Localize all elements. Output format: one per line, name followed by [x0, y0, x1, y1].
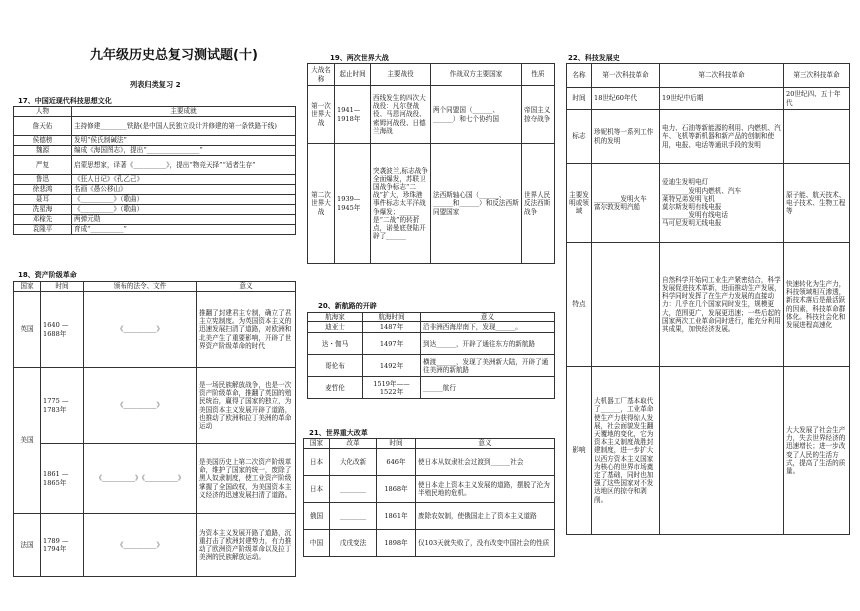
row-label: 标志: [567, 110, 592, 164]
second-revolution-cell: 爱迪生发明电灯 ________发明内燃机、汽车 莱特兄弟发明飞机 莫尔斯发明有线电报 ________发明有线电话 马可尼发明无线电报: [660, 164, 784, 243]
achievement-cell: 主持修建________铁路(是中国人民独立设计并修建的第一条铁路干线): [72, 117, 296, 136]
meaning-cell: ______航行: [421, 377, 555, 399]
person-cell: 魏源: [14, 146, 72, 156]
achievement-cell: 《__________》（歌曲）: [72, 205, 296, 215]
col-header-document: 颁布的法令、文件: [84, 282, 197, 292]
third-revolution-cell: 原子能、航天技术、电子技术、生物工程等: [784, 164, 850, 243]
navigator-cell: 达・伽马: [308, 333, 363, 355]
time-cell: 1939—1945年: [335, 144, 371, 264]
col-header-war-name: 大战名称: [308, 64, 335, 86]
time-cell: 1868年: [377, 476, 416, 503]
second-revolution-cell: 自然科学开始同工业生产紧密结合，科学发展促进技术革新，进而推动生产发展，科学同时发挥了在生产力发展的直接动力：几乎在几个国家同时发生，规模更大，范围更广，发展更迅速；一些后起的国家两次工业革命同时进行，能充分利用其成果，加快经济发展。: [660, 243, 784, 367]
col-header-meaning: 意义: [197, 282, 296, 292]
section-19-heading: 19、两次世界大战: [330, 54, 389, 62]
col-header-meaning: 意义: [416, 439, 555, 449]
col-header-achievement: 主要成就: [72, 107, 296, 117]
reform-cell: ________: [330, 503, 377, 530]
col-header-person: 人物: [14, 107, 72, 117]
first-revolution-cell: [592, 243, 660, 367]
col-header-time: 起止时间: [335, 64, 371, 86]
time-cell: 1640 —1688年: [41, 292, 84, 368]
meaning-cell: 为资本主义发展开路了道路，沉重打击了欧洲封建势力，有力推动了欧洲资产阶级革命以及拉丁美洲的民族解放运动。: [197, 514, 296, 577]
country-cell: 英国: [14, 292, 41, 368]
section-21-heading: 21、世界重大改革: [309, 429, 368, 437]
meaning-cell: 推翻了封建君主专制，确立了君主立宪制度。为英国资本主义的迅速发展扫清了道路，对欧洲和北美产生了重要影响，开辟了世界资产阶级革命的时代: [197, 292, 296, 368]
col-header-time: 时间: [41, 282, 84, 292]
battles-cell: 突袭波兰,标志战争全面爆发，苏联卫国战争标志“二战”扩大，珍珠港事件标志太平洋战争爆发；______是“二战”的转折点，诺曼底登陆开辟了______: [371, 144, 431, 264]
third-revolution-cell: 大大发展了社会生产力，失去世界经济的迅速增长；进一步改变了人民的生活方式，提高了生活的质量。: [784, 367, 850, 535]
time-cell: 1789 —1794年: [41, 514, 84, 577]
meaning-cell: 仅103天就失败了，没有改变中国社会的性质: [416, 530, 555, 557]
time-cell: 1775 —1783年: [41, 368, 84, 444]
section-22-table: [566, 63, 850, 535]
person-cell: 徐悲鸿: [14, 185, 72, 195]
sides-cell: 两个同盟国（______、______）和七个协约国: [431, 86, 522, 144]
col-header-time: 航海时间: [363, 313, 421, 322]
achievement-cell: 两弹元勋: [72, 215, 296, 225]
section-18-table: [13, 281, 296, 577]
second-revolution-cell: 电力、石油等新能源的利用、内燃机、汽车、飞机等新机器和新产品的创制和使用，电报、电话等通讯手段的发明: [660, 110, 784, 164]
first-revolution-cell: 大机器工厂基本取代了______，工业革命使生产力获得惊人发展，社会面貌发生翻天覆地的变化，它为资本主义制度战胜封建制度，进一步扩大以西方资本主义国家为核心的世界市场奠定了基础，同时也加强了这些国家对不发达地区的掠夺和剥削。: [592, 367, 660, 535]
reform-cell: ________: [330, 476, 377, 503]
time-cell: 1941—1918年: [335, 86, 371, 144]
nature-cell: 帝国主义掠夺战争: [522, 86, 555, 144]
col-header-first-revolution: 第一次科技革命: [592, 64, 660, 88]
col-header-country: 国家: [304, 439, 330, 449]
time-cell: 1497年: [363, 333, 421, 355]
person-cell: 侯德榜: [14, 136, 72, 146]
meaning-cell: 是美国历史上第二次资产阶级革命，维护了国家的统一，废除了黑人奴隶制度，使工业资产阶级掌握了全国政权，为美国资本主义经济的迅速发展扫清了道路。: [197, 444, 296, 514]
row-label: 影响: [567, 367, 592, 535]
country-cell: 日本: [304, 449, 330, 476]
col-header-second-revolution: 第二次科技革命: [660, 64, 784, 88]
third-revolution-cell: 快速转化为生产力，科技领域相互渗透，新技术落后是最活跃的因素，科技革命群体化。科技社会化和发展进程高速化: [784, 243, 850, 367]
meaning-cell: 废除农奴制，使俄国走上了资本主义道路: [416, 503, 555, 530]
first-revolution-cell: 珍妮机等一系列工作机的发明: [592, 110, 660, 164]
achievement-cell: 名画《愚公移山》: [72, 185, 296, 195]
country-cell: 俄国: [304, 503, 330, 530]
country-cell: 中国: [304, 530, 330, 557]
time-cell: 1492年: [363, 355, 421, 377]
reform-cell: 戊戌变法: [330, 530, 377, 557]
person-cell: 邓稼先: [14, 215, 72, 225]
second-revolution-cell: [660, 367, 784, 535]
time-cell: 1487年: [363, 322, 421, 333]
row-label: 主要发明或领域: [567, 164, 592, 243]
person-cell: 聂耳: [14, 195, 72, 205]
time-cell: 1861年: [377, 503, 416, 530]
meaning-cell: 沿非洲西海岸南下，发现______。: [421, 322, 555, 333]
third-revolution-cell: [784, 110, 850, 164]
war-name-cell: 第一次世界大战: [308, 86, 335, 144]
person-cell: 冼星海: [14, 205, 72, 215]
col-header-sides: 作战双方主要国家: [431, 64, 522, 86]
row-label: 时间: [567, 88, 592, 110]
section-20-heading: 20、新航路的开辟: [318, 302, 377, 310]
first-revolution-cell: ________发明火车 富尔敦发明汽船: [592, 164, 660, 243]
section-18-heading: 18、资产阶级革命: [18, 271, 77, 279]
country-cell: 美国: [14, 368, 41, 514]
person-cell: 严复: [14, 156, 72, 175]
achievement-cell: 启蒙思想家，译著《__________》，提出“物竞天择”“适者生存”: [72, 156, 296, 175]
achievement-cell: 《狂人日记》《孔乙己》: [72, 175, 296, 185]
country-cell: 日本: [304, 476, 330, 503]
meaning-cell: 使日本走上资本主义发展的道路，摆脱了沦为半殖民地的危机。: [416, 476, 555, 503]
sides-cell: 法西斯轴心国（______、______和______）和反法西斯同盟国家: [431, 144, 522, 264]
meaning-cell: 到达______，开辟了通往东方的新航路: [421, 333, 555, 355]
person-cell: 詹天佑: [14, 117, 72, 136]
document-cell: 《__________》: [84, 292, 197, 368]
row-label: 特点: [567, 243, 592, 367]
section-22-heading: 22、科技发展史: [568, 54, 620, 62]
time-cell: 646年: [377, 449, 416, 476]
document-cell: 《__________》: [84, 514, 197, 577]
col-header-country: 国家: [14, 282, 41, 292]
meaning-cell: 使日本从奴隶社会过渡到______社会: [416, 449, 555, 476]
third-revolution-cell: 20世纪四、五十年代: [784, 88, 850, 110]
section-20-table: [307, 312, 555, 399]
navigator-cell: 哥伦布: [308, 355, 363, 377]
navigator-cell: 麦哲伦: [308, 377, 363, 399]
meaning-cell: 是一场民族解放战争，也是一次资产阶级革命，推翻了英国的殖民统治，赢得了国家的独立，为美国资本主义发展开辟了道路，也推动了欧洲和拉丁美洲的革命运动: [197, 368, 296, 444]
col-header-battles: 主要战役: [371, 64, 431, 86]
page-subtitle: 列表归类复习 2: [130, 80, 181, 89]
col-header-time: 时间: [377, 439, 416, 449]
col-header-navigator: 航海家: [308, 313, 363, 322]
meaning-cell: 横渡______，发现了美洲新大陆，开辟了通往美洲的新航路: [421, 355, 555, 377]
col-header-name: 名称: [567, 64, 592, 88]
col-header-reform: 改革: [330, 439, 377, 449]
col-header-nature: 性质: [522, 64, 555, 86]
document-cell: 《__________》《__________》: [84, 444, 197, 514]
navigator-cell: 迪亚士: [308, 322, 363, 333]
col-header-third-revolution: 第三次科技革命: [784, 64, 850, 88]
section-17-heading: 17、中国近现代科技思想文化: [18, 97, 112, 105]
achievement-cell: 编成《海国图志》，提出“________________”: [72, 146, 296, 156]
person-cell: 袁隆平: [14, 225, 72, 235]
second-revolution-cell: 19世纪中后期: [660, 88, 784, 110]
achievement-cell: 育成“__________”: [72, 225, 296, 235]
reform-cell: 大化改新: [330, 449, 377, 476]
document-cell: 《__________》: [84, 368, 197, 444]
achievement-cell: 《__________》（歌曲）: [72, 195, 296, 205]
battles-cell: 西线发生的四次大战役：凡尔登战役、马恩河战役、索姆河战役、日德兰海战: [371, 86, 431, 144]
country-cell: 法国: [14, 514, 41, 577]
time-cell: 1861 —1865年: [41, 444, 84, 514]
first-revolution-cell: 18世纪60年代: [592, 88, 660, 110]
person-cell: 鲁迅: [14, 175, 72, 185]
time-cell: 1898年: [377, 530, 416, 557]
col-header-meaning: 意义: [421, 313, 555, 322]
war-name-cell: 第二次世界大战: [308, 144, 335, 264]
page-title: 九年级历史总复习测试题(十): [90, 48, 258, 63]
section-17-table: [13, 106, 296, 235]
nature-cell: 世界人民反法西斯战争: [522, 144, 555, 264]
time-cell: 1519年——1522年: [363, 377, 421, 399]
section-21-table: [303, 438, 555, 557]
achievement-cell: 发明“侯氏制碱法”: [72, 136, 296, 146]
section-19-table: [307, 63, 555, 264]
